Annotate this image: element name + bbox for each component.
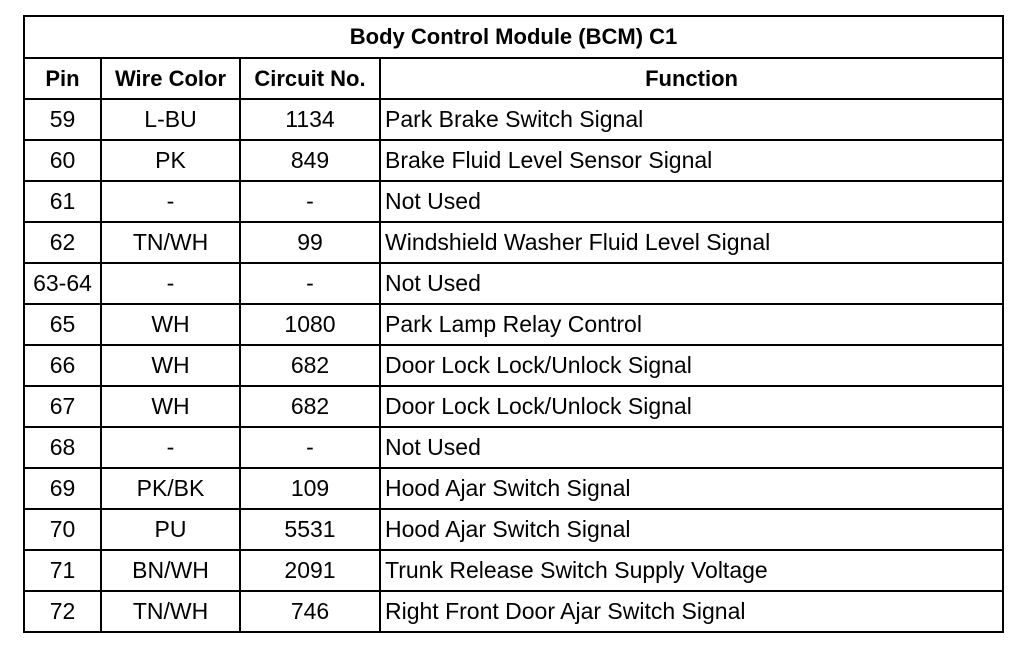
table-row — [24, 140, 1003, 181]
wire-color-cell: WH — [101, 304, 240, 345]
table-row — [24, 509, 1003, 550]
wire-color-cell: - — [101, 263, 240, 304]
pin-cell: 72 — [24, 591, 101, 632]
circuit-no-cell: 109 — [240, 468, 380, 509]
pin-cell: 69 — [24, 468, 101, 509]
pin-cell: 70 — [24, 509, 101, 550]
table-row — [24, 222, 1003, 263]
table-row — [24, 99, 1003, 140]
header-pin: Pin — [24, 58, 101, 99]
function-cell: Park Brake Switch Signal — [380, 99, 1003, 140]
table-row — [24, 345, 1003, 386]
table-header-row — [24, 58, 1003, 99]
table-title-row — [24, 16, 1003, 58]
circuit-no-cell: 1080 — [240, 304, 380, 345]
circuit-no-cell: 1134 — [240, 99, 380, 140]
pin-cell: 60 — [24, 140, 101, 181]
table-row — [24, 427, 1003, 468]
wire-color-cell: - — [101, 181, 240, 222]
pin-cell: 61 — [24, 181, 101, 222]
header-circuit-no: Circuit No. — [240, 58, 380, 99]
circuit-no-cell: 99 — [240, 222, 380, 263]
wire-color-cell: TN/WH — [101, 591, 240, 632]
function-cell: Trunk Release Switch Supply Voltage — [380, 550, 1003, 591]
circuit-no-cell: - — [240, 427, 380, 468]
table-row — [24, 386, 1003, 427]
function-cell: Not Used — [380, 427, 1003, 468]
circuit-no-cell: - — [240, 181, 380, 222]
function-cell: Door Lock Lock/Unlock Signal — [380, 345, 1003, 386]
wire-color-cell: PU — [101, 509, 240, 550]
wire-color-cell: TN/WH — [101, 222, 240, 263]
function-cell: Not Used — [380, 263, 1003, 304]
circuit-no-cell: 682 — [240, 345, 380, 386]
pin-cell: 65 — [24, 304, 101, 345]
function-cell: Park Lamp Relay Control — [380, 304, 1003, 345]
wire-color-cell: L-BU — [101, 99, 240, 140]
pin-cell: 62 — [24, 222, 101, 263]
function-cell: Door Lock Lock/Unlock Signal — [380, 386, 1003, 427]
header-function: Function — [380, 58, 1003, 99]
function-cell: Right Front Door Ajar Switch Signal — [380, 591, 1003, 632]
circuit-no-cell: 2091 — [240, 550, 380, 591]
wire-color-cell: BN/WH — [101, 550, 240, 591]
function-cell: Brake Fluid Level Sensor Signal — [380, 140, 1003, 181]
pin-cell: 66 — [24, 345, 101, 386]
table-row — [24, 181, 1003, 222]
table-row — [24, 263, 1003, 304]
wire-color-cell: WH — [101, 386, 240, 427]
wire-color-cell: PK — [101, 140, 240, 181]
wire-color-cell: PK/BK — [101, 468, 240, 509]
table-row — [24, 304, 1003, 345]
table-title: Body Control Module (BCM) C1 — [24, 16, 1003, 58]
circuit-no-cell: 682 — [240, 386, 380, 427]
wire-color-cell: WH — [101, 345, 240, 386]
table-row — [24, 550, 1003, 591]
table-row — [24, 468, 1003, 509]
pin-cell: 67 — [24, 386, 101, 427]
pin-cell: 68 — [24, 427, 101, 468]
connector-table — [23, 15, 1004, 633]
circuit-no-cell: 5531 — [240, 509, 380, 550]
table-row — [24, 591, 1003, 632]
pin-cell: 59 — [24, 99, 101, 140]
function-cell: Hood Ajar Switch Signal — [380, 468, 1003, 509]
wire-color-cell: - — [101, 427, 240, 468]
circuit-no-cell: 849 — [240, 140, 380, 181]
header-wire-color: Wire Color — [101, 58, 240, 99]
circuit-no-cell: 746 — [240, 591, 380, 632]
function-cell: Not Used — [380, 181, 1003, 222]
circuit-no-cell: - — [240, 263, 380, 304]
function-cell: Hood Ajar Switch Signal — [380, 509, 1003, 550]
pin-cell: 63-64 — [24, 263, 101, 304]
pin-cell: 71 — [24, 550, 101, 591]
function-cell: Windshield Washer Fluid Level Signal — [380, 222, 1003, 263]
